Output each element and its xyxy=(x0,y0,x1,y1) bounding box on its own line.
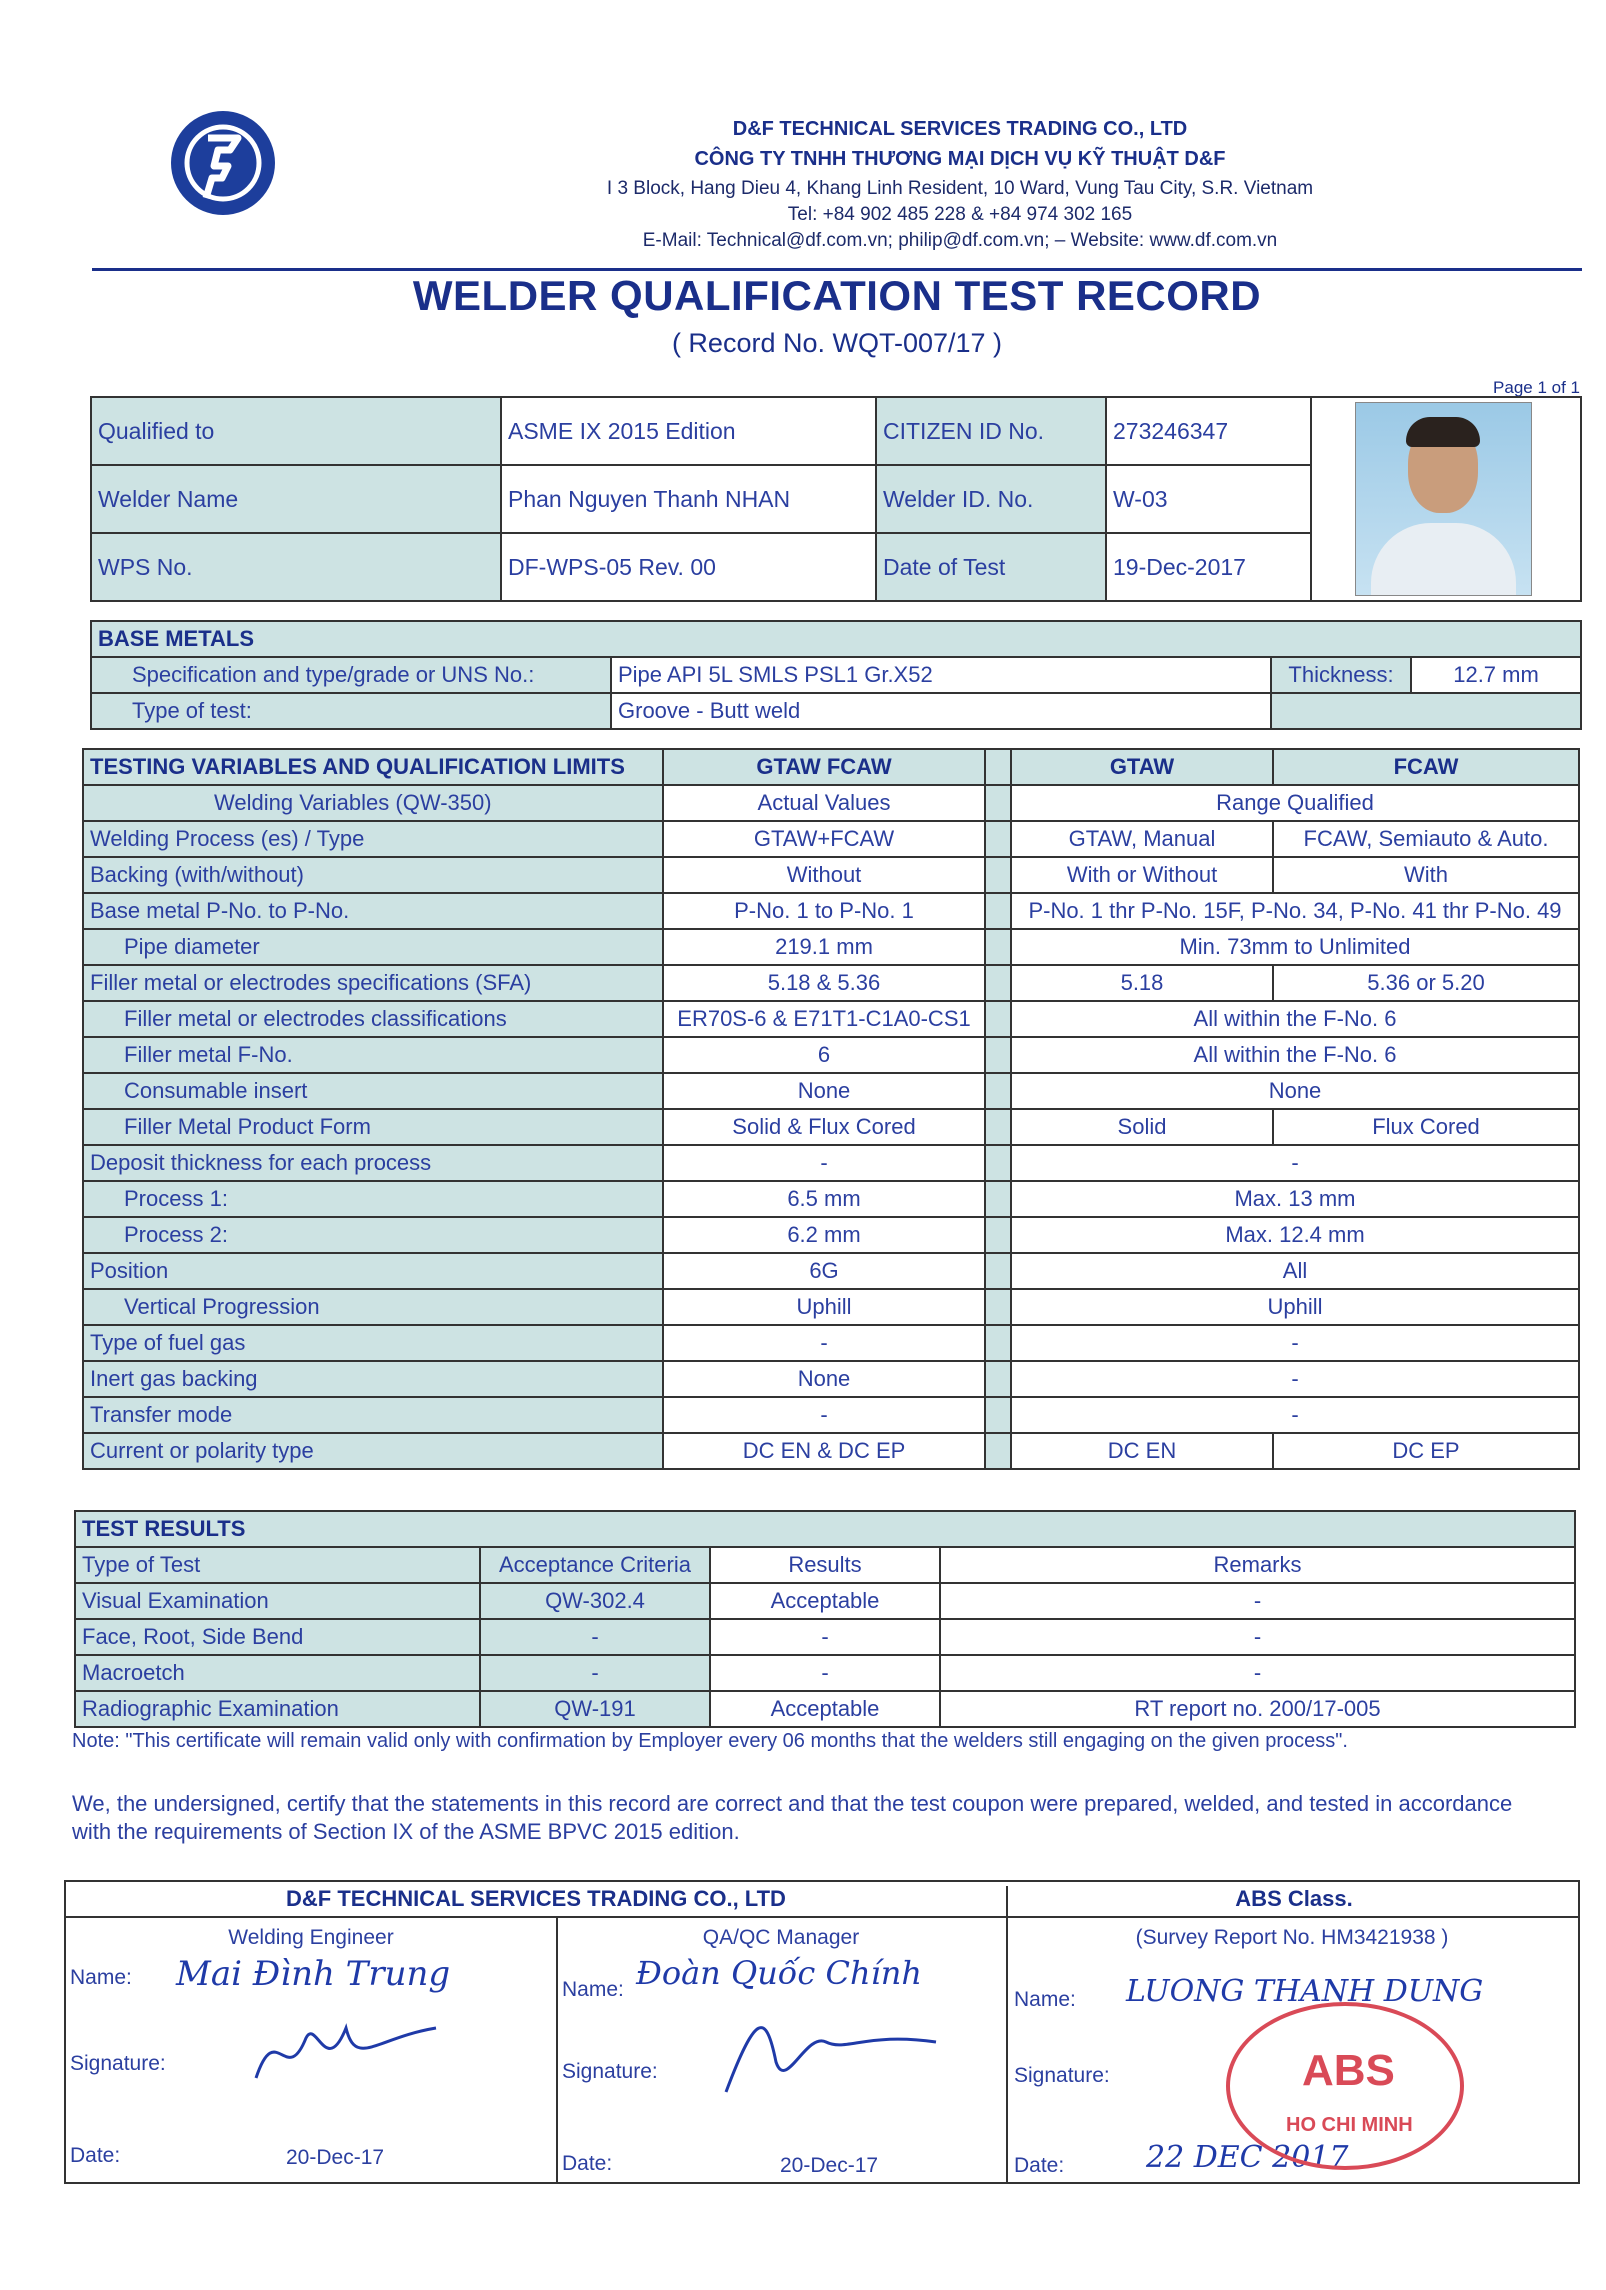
variable-label: Position xyxy=(83,1253,663,1289)
separator-cell xyxy=(985,929,1011,965)
type-of-test-label: Type of test: xyxy=(91,693,611,729)
result-value: - xyxy=(710,1655,940,1691)
company-name-vn: CÔNG TY TNHH THƯƠNG MẠI DỊCH VỤ KỸ THUẬT D&F xyxy=(694,148,1226,170)
variable-label: Backing (with/without) xyxy=(83,857,663,893)
variable-label: Filler metal or electrodes classifications xyxy=(83,1001,663,1037)
header-acceptance: Acceptance Criteria xyxy=(480,1547,710,1583)
company-tel: Tel: +84 902 485 228 & +84 974 302 165 xyxy=(787,204,1133,225)
variable-actual: 6G xyxy=(663,1253,985,1289)
col-fcaw-header: FCAW xyxy=(1273,749,1579,785)
variable-gtaw-range: DC EN xyxy=(1011,1433,1273,1469)
variable-row xyxy=(83,929,1579,965)
variable-row xyxy=(83,1145,1579,1181)
thickness-value: 12.7 mm xyxy=(1411,657,1581,693)
separator-cell xyxy=(985,785,1011,821)
base-metals-title: BASE METALS xyxy=(91,621,1581,657)
citizen-id-value: 273246347 xyxy=(1106,397,1311,465)
variable-range: - xyxy=(1011,1397,1579,1433)
name-label: Name: xyxy=(562,1978,624,2001)
result-type: Visual Examination xyxy=(75,1583,480,1619)
signature-section xyxy=(64,1880,1580,2184)
result-row xyxy=(75,1655,1575,1691)
variable-row xyxy=(83,1289,1579,1325)
variable-fcaw-range: With xyxy=(1273,857,1579,893)
variable-label: Filler metal F-No. xyxy=(83,1037,663,1073)
separator-cell xyxy=(985,1325,1011,1361)
qualified-to-label: Qualified to xyxy=(91,397,501,465)
variable-actual: 6 xyxy=(663,1037,985,1073)
page-number: Page 1 of 1 xyxy=(1493,378,1580,397)
sig-col-welding-engineer xyxy=(66,1918,558,2182)
result-criteria: QW-191 xyxy=(480,1691,710,1727)
variable-actual: 219.1 mm xyxy=(663,929,985,965)
variable-fcaw-range: 5.36 or 5.20 xyxy=(1273,965,1579,1001)
variable-label: Process 1: xyxy=(83,1181,663,1217)
separator-cell xyxy=(985,1145,1011,1181)
variable-label: Welding Process (es) / Type xyxy=(83,821,663,857)
separator-cell xyxy=(985,1361,1011,1397)
variable-row xyxy=(83,1217,1579,1253)
separator-cell xyxy=(985,857,1011,893)
header-type-of-test: Type of Test xyxy=(75,1547,480,1583)
variable-actual: P-No. 1 to P-No. 1 xyxy=(663,893,985,929)
welder-name-label: Welder Name xyxy=(91,465,501,533)
manager-signature xyxy=(696,2002,956,2102)
sig-col-qaqc-manager xyxy=(556,1918,1008,2182)
separator-cell xyxy=(985,1217,1011,1253)
stamp-city-text: HO CHI MINH xyxy=(1286,2114,1413,2136)
variable-range: Max. 13 mm xyxy=(1011,1181,1579,1217)
engineer-date: 20-Dec-17 xyxy=(286,2146,385,2169)
welder-id-label: Welder ID. No. xyxy=(876,465,1106,533)
testing-variables-table xyxy=(82,748,1580,1470)
role-qaqc-manager: QA/QC Manager xyxy=(702,1926,860,1949)
surveyor-name-handwritten: LUONG THANH DUNG xyxy=(1126,1974,1484,2009)
certification-statement: We, the undersigned, certify that the statements in this record are correct and that the test coupon were prepared, welded, and tested in accordance with the requirements of Section IX of the ASME BPVC 2015 edition. xyxy=(72,1791,1513,1844)
header-results: Results xyxy=(710,1547,940,1583)
variable-range: Uphill xyxy=(1011,1289,1579,1325)
variable-row xyxy=(83,1397,1579,1433)
variable-fcaw-range: DC EP xyxy=(1273,1433,1579,1469)
variable-actual: - xyxy=(663,1145,985,1181)
result-remarks: - xyxy=(940,1583,1575,1619)
separator-cell xyxy=(985,965,1011,1001)
variable-label: Deposit thickness for each process xyxy=(83,1145,663,1181)
type-of-test-value: Groove - Butt weld xyxy=(611,693,1271,729)
variable-actual: None xyxy=(663,1361,985,1397)
variable-actual: 6.2 mm xyxy=(663,1217,985,1253)
manager-date: 20-Dec-17 xyxy=(780,2154,879,2177)
spec-value: Pipe API 5L SMLS PSL1 Gr.X52 xyxy=(611,657,1271,693)
welder-photo xyxy=(1355,402,1532,596)
variable-label: Base metal P-No. to P-No. xyxy=(83,893,663,929)
validity-note: Note: "This certificate will remain valid only with confirmation by Employer every 06 months that the welders still engaging on the given process". xyxy=(72,1730,1348,1752)
variable-range: Min. 73mm to Unlimited xyxy=(1011,929,1579,965)
variable-fcaw-range: FCAW, Semiauto & Auto. xyxy=(1273,821,1579,857)
result-type: Macroetch xyxy=(75,1655,480,1691)
variable-label: Filler metal or electrodes specifications (SFA) xyxy=(83,965,663,1001)
separator-cell xyxy=(985,1433,1011,1469)
company-email: E-Mail: Technical@df.com.vn; philip@df.com.vn; – Website: www.df.com.vn xyxy=(642,230,1278,251)
result-remarks: - xyxy=(940,1619,1575,1655)
variable-actual: DC EN & DC EP xyxy=(663,1433,985,1469)
variable-range: Max. 12.4 mm xyxy=(1011,1217,1579,1253)
result-value: Acceptable xyxy=(710,1583,940,1619)
variable-row xyxy=(83,1181,1579,1217)
variable-row xyxy=(83,1073,1579,1109)
result-remarks: RT report no. 200/17-005 xyxy=(940,1691,1575,1727)
signature-label: Signature: xyxy=(1014,2064,1110,2087)
separator-cell xyxy=(985,1001,1011,1037)
variable-label: Type of fuel gas xyxy=(83,1325,663,1361)
variable-fcaw-range: Flux Cored xyxy=(1273,1109,1579,1145)
separator-cell xyxy=(985,1073,1011,1109)
variable-row xyxy=(83,857,1579,893)
base-metals-table xyxy=(90,620,1582,730)
wps-label: WPS No. xyxy=(91,533,501,601)
qualified-to-value: ASME IX 2015 Edition xyxy=(501,397,876,465)
variable-range: - xyxy=(1011,1361,1579,1397)
date-of-test-label: Date of Test xyxy=(876,533,1106,601)
separator-cell xyxy=(985,1109,1011,1145)
abs-stamp xyxy=(1226,2002,1464,2170)
variable-actual: Solid & Flux Cored xyxy=(663,1109,985,1145)
variables-title: TESTING VARIABLES AND QUALIFICATION LIMITS xyxy=(83,749,663,785)
header-rule xyxy=(92,268,1582,271)
variable-row xyxy=(83,1037,1579,1073)
variable-gtaw-range: With or Without xyxy=(1011,857,1273,893)
date-label: Date: xyxy=(562,2152,613,2175)
spec-label: Specification and type/grade or UNS No.: xyxy=(91,657,611,693)
result-row xyxy=(75,1619,1575,1655)
variable-row xyxy=(83,821,1579,857)
variable-label: Process 2: xyxy=(83,1217,663,1253)
variable-range: P-No. 1 thr P-No. 15F, P-No. 34, P-No. 41 thr P-No. 49 xyxy=(1011,893,1579,929)
date-of-test-value: 19-Dec-2017 xyxy=(1106,533,1311,601)
variable-row xyxy=(83,893,1579,929)
variable-range: All xyxy=(1011,1253,1579,1289)
variable-actual: GTAW+FCAW xyxy=(663,821,985,857)
result-row xyxy=(75,1583,1575,1619)
test-results-title: TEST RESULTS xyxy=(75,1511,1575,1547)
separator-cell xyxy=(985,749,1011,785)
result-type: Radiographic Examination xyxy=(75,1691,480,1727)
welder-id-value: W-03 xyxy=(1106,465,1311,533)
role-welding-engineer: Welding Engineer xyxy=(228,1926,394,1949)
separator-cell xyxy=(985,1253,1011,1289)
surveyor-date: 22 DEC 2017 xyxy=(1146,2140,1349,2175)
variable-range: All within the F-No. 6 xyxy=(1011,1037,1579,1073)
signature-label: Signature: xyxy=(562,2060,658,2083)
result-criteria: - xyxy=(480,1619,710,1655)
result-criteria: QW-302.4 xyxy=(480,1583,710,1619)
blank-cell xyxy=(1271,693,1581,729)
abs-class-title: ABS Class. xyxy=(1006,1886,1580,1916)
variable-label: Inert gas backing xyxy=(83,1361,663,1397)
signature-company: D&F TECHNICAL SERVICES TRADING CO., LTD xyxy=(286,1886,786,1911)
result-remarks: - xyxy=(940,1655,1575,1691)
col-gtaw-header: GTAW xyxy=(1011,749,1273,785)
test-results-table xyxy=(74,1510,1576,1728)
variable-actual: 6.5 mm xyxy=(663,1181,985,1217)
citizen-id-label: CITIZEN ID No. xyxy=(876,397,1106,465)
variable-label: Pipe diameter xyxy=(83,929,663,965)
document-title: WELDER QUALIFICATION TEST RECORD xyxy=(412,272,1262,319)
variable-label: Consumable insert xyxy=(83,1073,663,1109)
welder-name-value: Phan Nguyen Thanh NHAN xyxy=(501,465,876,533)
col-actual-header: GTAW FCAW xyxy=(663,749,985,785)
stamp-abs-text: ABS xyxy=(1302,2046,1395,2095)
variable-actual: - xyxy=(663,1397,985,1433)
separator-cell xyxy=(985,1397,1011,1433)
date-label: Date: xyxy=(70,2144,121,2167)
separator-cell xyxy=(985,1289,1011,1325)
variable-row xyxy=(83,1253,1579,1289)
variable-row xyxy=(83,1001,1579,1037)
variable-gtaw-range: GTAW, Manual xyxy=(1011,821,1273,857)
variable-range: All within the F-No. 6 xyxy=(1011,1001,1579,1037)
range-qualified-label: Range Qualified xyxy=(1011,785,1579,821)
variable-row xyxy=(83,1433,1579,1469)
engineer-signature xyxy=(236,2008,456,2098)
header-remarks: Remarks xyxy=(940,1547,1575,1583)
result-row xyxy=(75,1691,1575,1727)
variable-range: - xyxy=(1011,1325,1579,1361)
variable-label: Vertical Progression xyxy=(83,1289,663,1325)
variable-actual: - xyxy=(663,1325,985,1361)
manager-name-handwritten: Đoàn Quốc Chính xyxy=(636,1954,923,1992)
variable-actual: Uphill xyxy=(663,1289,985,1325)
variable-actual: ER70S-6 & E71T1-C1A0-CS1 xyxy=(663,1001,985,1037)
variable-row xyxy=(83,1325,1579,1361)
variable-range: - xyxy=(1011,1145,1579,1181)
variable-row xyxy=(83,1109,1579,1145)
survey-report-no: (Survey Report No. HM3421938 ) xyxy=(1135,1926,1449,1949)
separator-cell xyxy=(985,821,1011,857)
name-label: Name: xyxy=(1014,1988,1076,2011)
wps-value: DF-WPS-05 Rev. 00 xyxy=(501,533,876,601)
variable-row xyxy=(83,1361,1579,1397)
name-label: Name: xyxy=(70,1966,132,1989)
variable-gtaw-range: 5.18 xyxy=(1011,965,1273,1001)
date-label: Date: xyxy=(1014,2154,1065,2177)
result-value: Acceptable xyxy=(710,1691,940,1727)
variable-actual: None xyxy=(663,1073,985,1109)
variable-label: Transfer mode xyxy=(83,1397,663,1433)
variable-label: Current or polarity type xyxy=(83,1433,663,1469)
actual-values-label: Actual Values xyxy=(663,785,985,821)
engineer-name-handwritten: Mai Đình Trung xyxy=(176,1954,451,1994)
variable-actual: Without xyxy=(663,857,985,893)
company-name-en: D&F TECHNICAL SERVICES TRADING CO., LTD xyxy=(732,118,1188,140)
welding-variables-label: Welding Variables (QW-350) xyxy=(83,785,663,821)
variable-range: None xyxy=(1011,1073,1579,1109)
variable-row xyxy=(83,965,1579,1001)
variable-actual: 5.18 & 5.36 xyxy=(663,965,985,1001)
company-address: I 3 Block, Hang Dieu 4, Khang Linh Resident, 10 Ward, Vung Tau City, S.R. Vietnam xyxy=(606,178,1314,199)
signature-label: Signature: xyxy=(70,2052,166,2075)
separator-cell xyxy=(985,1181,1011,1217)
result-criteria: - xyxy=(480,1655,710,1691)
separator-cell xyxy=(985,1037,1011,1073)
result-type: Face, Root, Side Bend xyxy=(75,1619,480,1655)
variable-label: Filler Metal Product Form xyxy=(83,1109,663,1145)
variable-gtaw-range: Solid xyxy=(1011,1109,1273,1145)
separator-cell xyxy=(985,893,1011,929)
thickness-label: Thickness: xyxy=(1271,657,1411,693)
record-number: ( Record No. WQT-007/17 ) xyxy=(671,328,1003,358)
result-value: - xyxy=(710,1619,940,1655)
company-logo xyxy=(168,108,278,218)
